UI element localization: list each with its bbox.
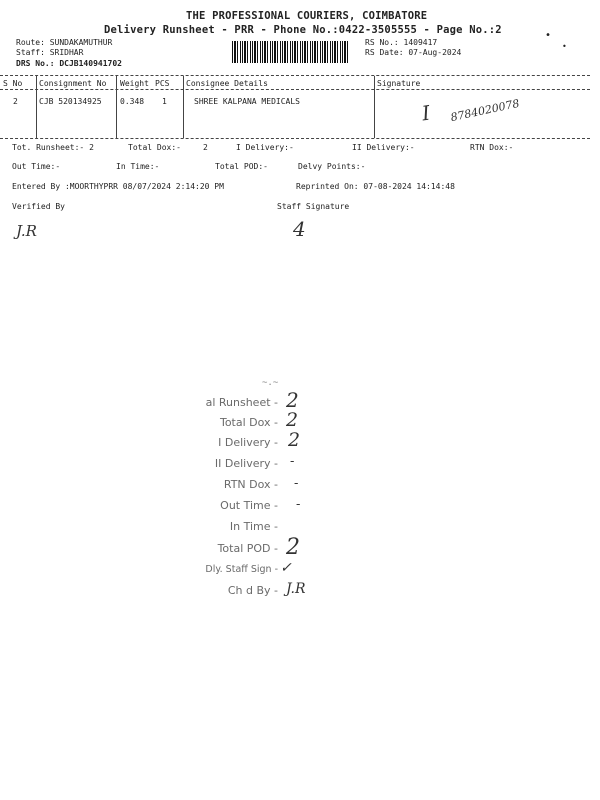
column-divider: [116, 76, 117, 138]
stamp-value: 2: [288, 429, 301, 451]
staff-signature-label: Staff Signature: [277, 202, 350, 211]
signature-scribble: I: [420, 100, 432, 126]
table-bottom-rule: [0, 138, 590, 139]
staff-label: Staff: SRIDHAR: [16, 48, 84, 57]
rtn-dox: RTN Dox:-: [470, 143, 514, 152]
mark-dot: •: [562, 42, 567, 51]
in-time: In Time:-: [116, 162, 160, 171]
barcode: [232, 41, 350, 63]
staff-sign-mark: ✓: [280, 560, 292, 576]
col-header-signature: Signature: [377, 79, 421, 88]
col-header-sno: S No: [3, 79, 23, 88]
stamp-value: -: [296, 497, 301, 512]
col-header-pcs: PCS: [155, 79, 170, 88]
rs-date: RS Date: 07-Aug-2024: [365, 48, 462, 57]
stamp-value: -: [294, 476, 299, 491]
stamp-label: Out Time -: [220, 499, 278, 512]
stamp-label: al Runsheet -: [205, 396, 278, 409]
rs-number: RS No.: 1409417: [365, 38, 438, 47]
drs-number: DRS No.: DCJB140941702: [16, 59, 122, 68]
cell-weight: 0.348: [120, 97, 145, 106]
table-header-rule: [0, 89, 590, 90]
reprinted-on: Reprinted On: 07-08-2024 14:14:48: [296, 182, 455, 191]
stamp-label: In Time -: [229, 520, 278, 533]
total-dox-value: 2: [203, 143, 208, 152]
cell-sno: 2: [13, 97, 18, 106]
entered-by: Entered By :MOORTHYPRR 08/07/2024 2:14:20 PM: [12, 182, 224, 191]
col-header-consignment: Consignment No: [39, 79, 107, 88]
column-divider: [374, 76, 375, 138]
stamp-label: I Delivery -: [218, 436, 278, 449]
out-time: Out Time:-: [12, 162, 61, 171]
company-title: THE PROFESSIONAL COURIERS, COIMBATORE: [186, 10, 428, 22]
stamp-label: Total POD -: [217, 542, 278, 555]
stamp-label: Ch d By -: [227, 584, 278, 597]
stamp-value: J.R: [286, 581, 306, 597]
stamp-label: Total Dox -: [219, 416, 278, 429]
staff-signature-mark: 4: [293, 217, 306, 241]
total-pod: Total POD:-: [215, 162, 268, 171]
cell-pcs: 1: [162, 97, 167, 106]
cell-consignee: SHREE KALPANA MEDICALS: [194, 97, 300, 106]
stamp-value: -: [290, 454, 295, 469]
cell-consignment: CJB 520134925: [39, 97, 102, 106]
ii-delivery: II Delivery:-: [352, 143, 415, 152]
col-header-weight: Weight: [120, 79, 149, 88]
delvy-points: Delvy Points:-: [298, 162, 366, 171]
total-dox: Total Dox:-: [128, 143, 181, 152]
tot-runsheet: Tot. Runsheet:- 2: [12, 143, 94, 152]
table-top-rule: [0, 75, 590, 76]
stamp-value: 2: [286, 535, 300, 560]
signature-phone: 8784020078: [449, 96, 521, 125]
route-label: Route: SUNDAKAMUTHUR: [16, 38, 113, 47]
col-header-consignee: Consignee Details: [186, 79, 268, 88]
verified-signature: J.R: [16, 222, 37, 240]
stamp-value: 2: [286, 388, 299, 412]
column-divider: [183, 76, 184, 138]
stamp-label: II Delivery -: [214, 457, 278, 470]
column-divider: [36, 76, 37, 138]
i-delivery: I Delivery:-: [236, 143, 294, 152]
mark-dot: •: [545, 30, 552, 41]
stamp-label: Dly. Staff Sign -: [205, 564, 278, 575]
stamp-smudge: ~.~: [262, 378, 279, 388]
stamp-label: RTN Dox -: [223, 478, 278, 491]
runsheet-subtitle: Delivery Runsheet - PRR - Phone No.:0422-3505555 - Page No.:2: [104, 24, 502, 36]
stamp-value: 2: [286, 409, 299, 431]
verified-by-label: Verified By: [12, 202, 65, 211]
